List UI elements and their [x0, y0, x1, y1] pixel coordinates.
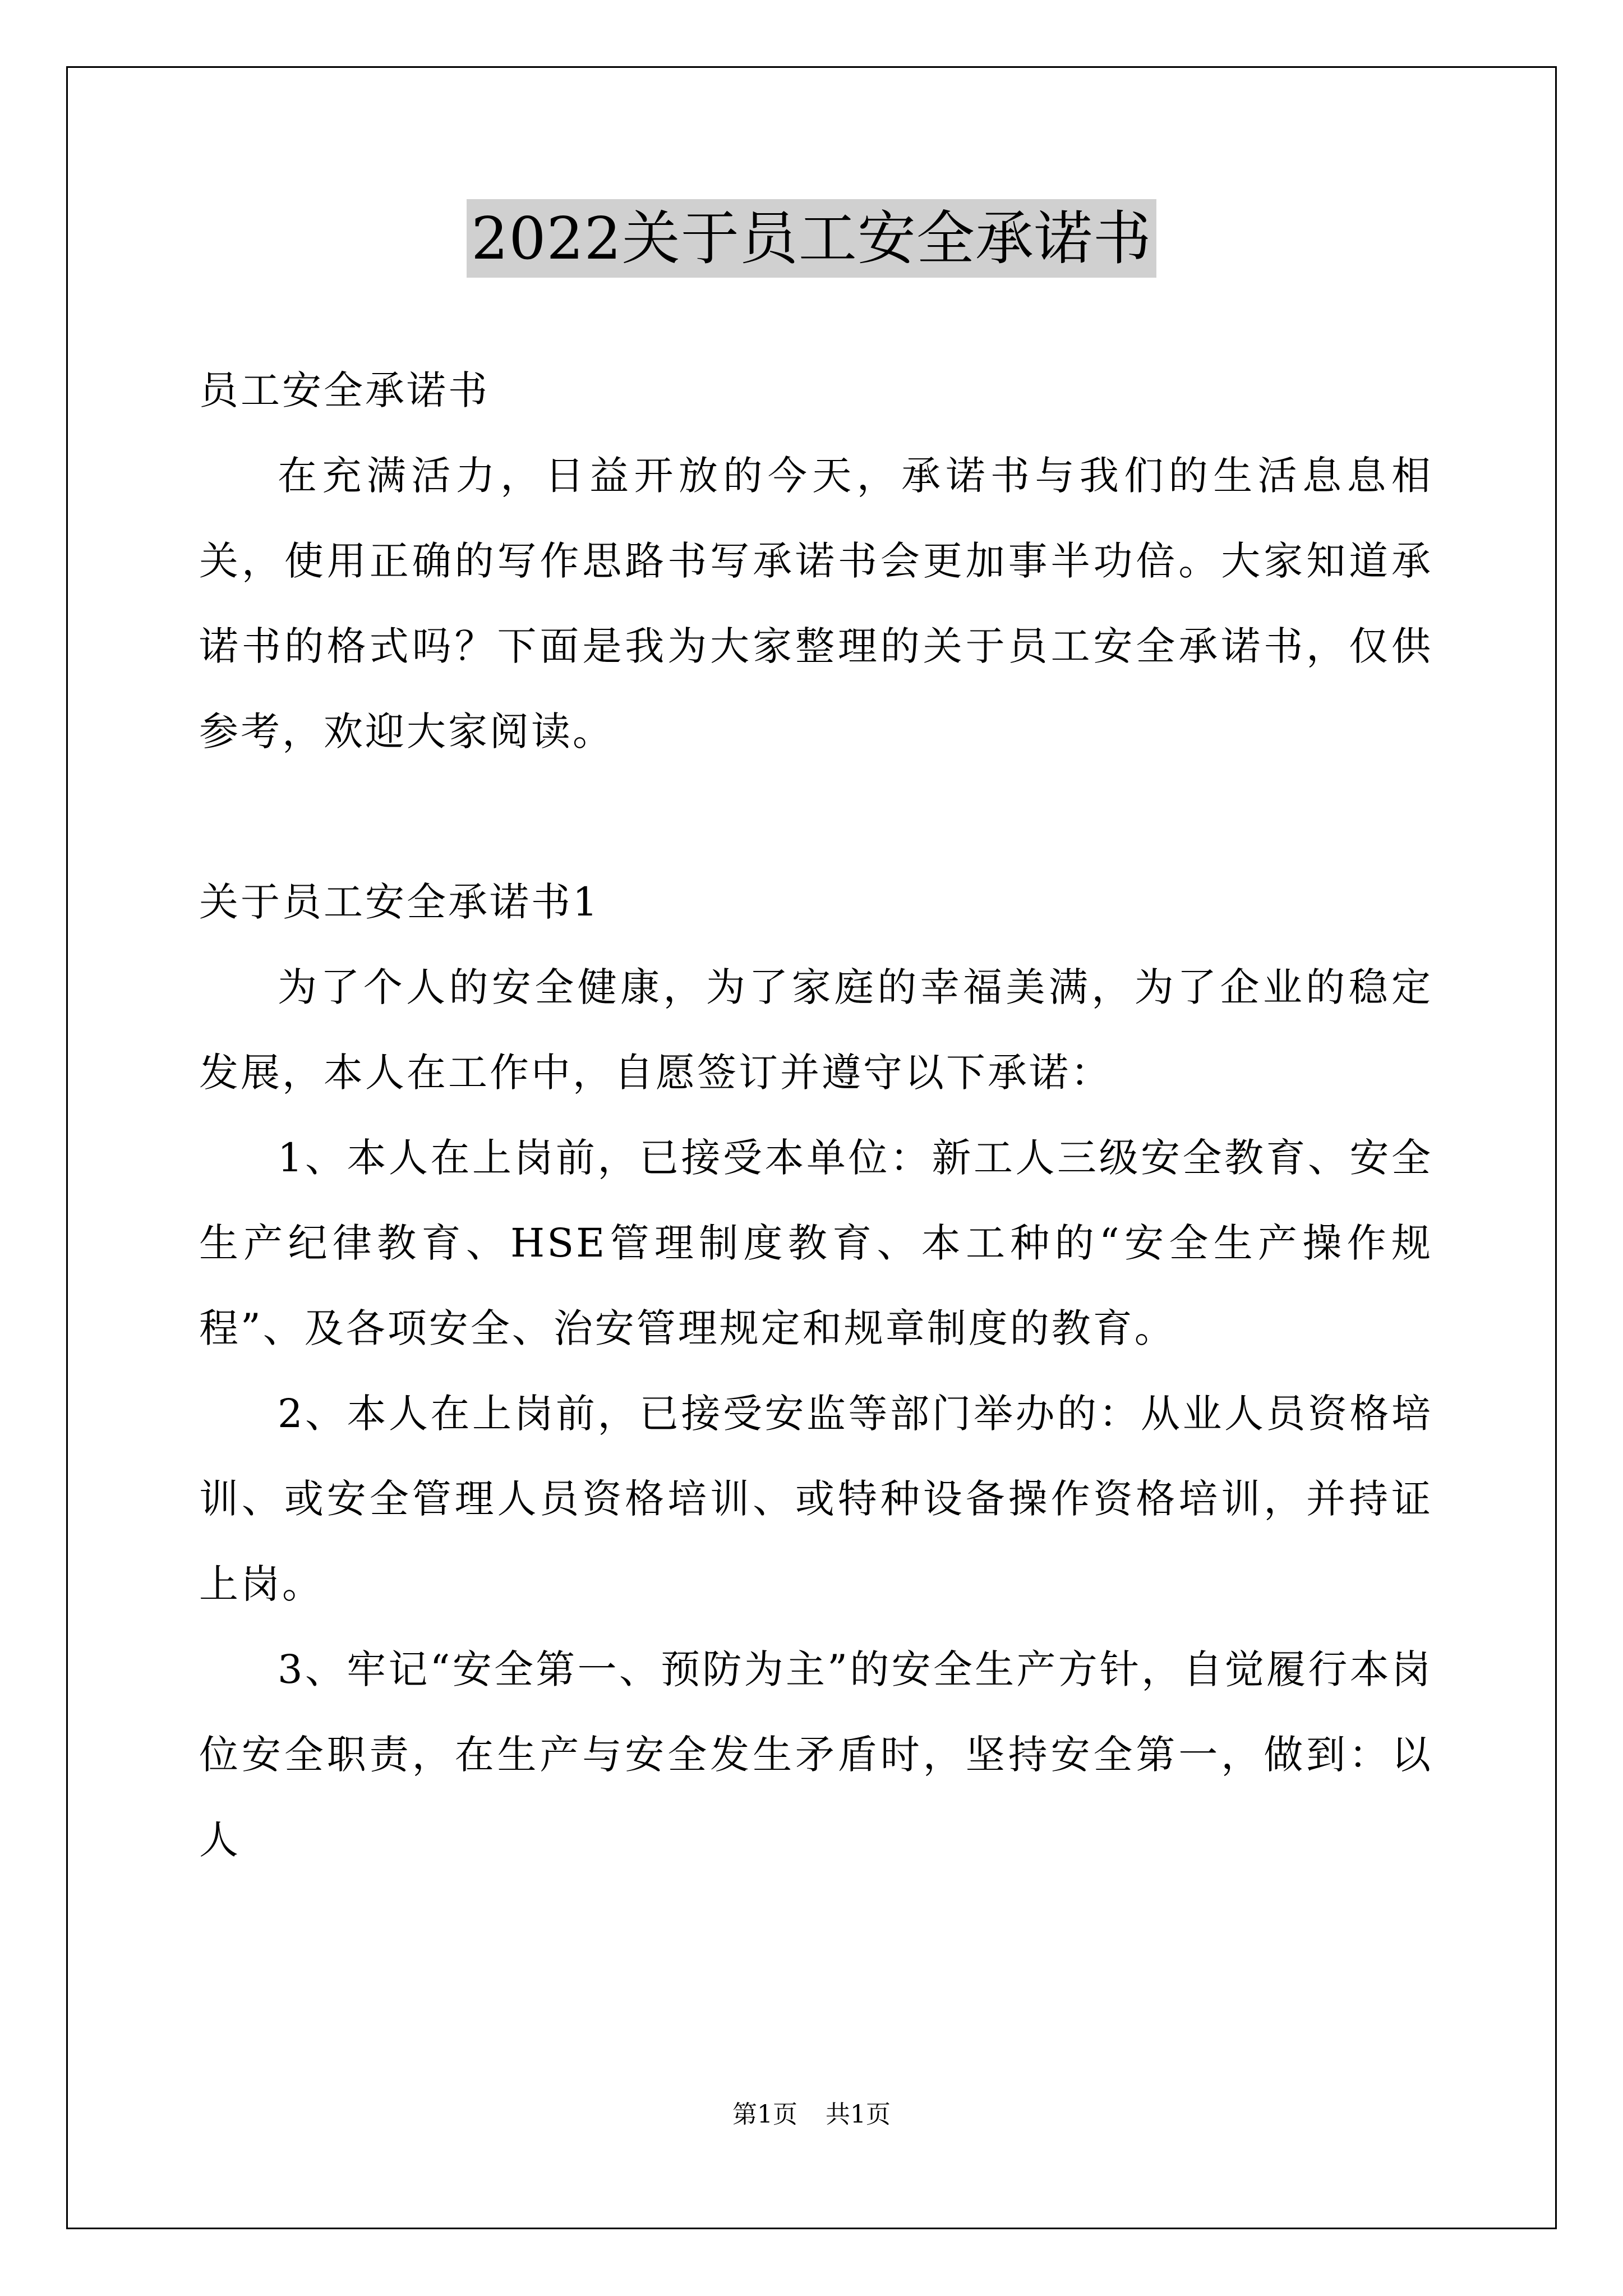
subsection-heading: 关于员工安全承诺书1: [199, 879, 600, 925]
page-footer: [0, 2098, 1623, 2132]
page-total: 共1页: [826, 2100, 891, 2129]
page-number: 第1页: [732, 2100, 797, 2129]
commitment-item-2: 2、本人在上岗前，已接受安监等部门举办的：从业人员资格培训、或安全管理人员资格培训、或特种设备操作资格培训，并持证上岗。: [199, 1391, 1433, 1607]
section-heading: 员工安全承诺书: [199, 367, 490, 413]
commitment-paragraph: 为了个人的安全健康，为了家庭的幸福美满，为了企业的稳定发展，本人在工作中，自愿签订并遵守以下承诺：: [199, 964, 1433, 1096]
commitment-item-3: 3、牢记“安全第一、预防为主”的安全生产方针，自觉履行本岗位安全职责，在生产与安全发生矛盾时，坚持安全第一，做到：以人: [199, 1646, 1433, 1863]
title-container: [0, 199, 1623, 278]
spacer: [199, 774, 1433, 859]
document-body: [199, 348, 1433, 1883]
intro-paragraph: 在充满活力，日益开放的今天，承诺书与我们的生活息息相关，使用正确的写作思路书写承诺书会更加事半功倍。大家知道承诺书的格式吗？下面是我为大家整理的关于员工安全承诺书，仅供参考，欢迎大家阅读。: [199, 453, 1433, 754]
commitment-item-1: 1、本人在上岗前，已接受本单位：新工人三级安全教育、安全生产纪律教育、HSE管理制度教育、本工种的“安全生产操作规程”、及各项安全、治安管理规定和规章制度的教育。: [199, 1135, 1433, 1351]
document-title: 2022关于员工安全承诺书: [467, 199, 1156, 278]
